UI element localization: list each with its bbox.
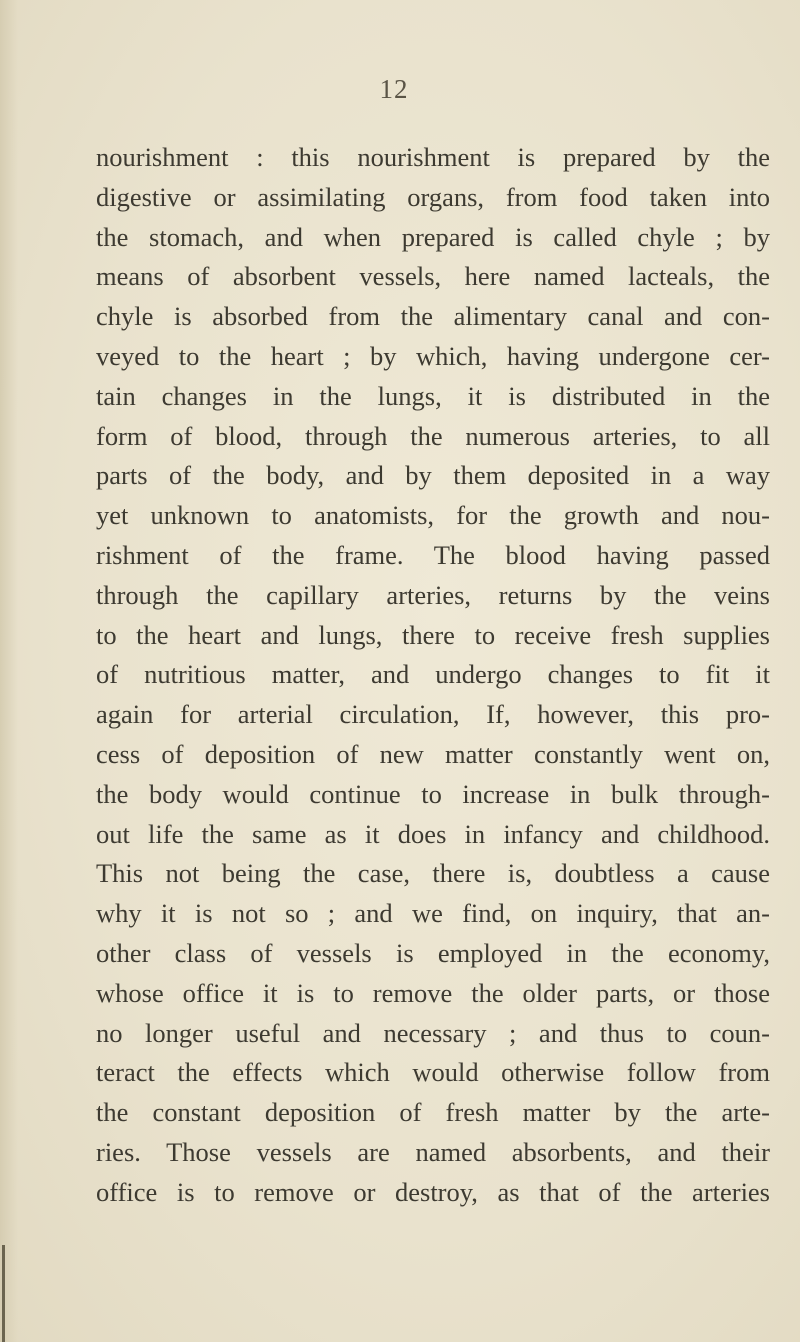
text-line: of nutritious matter, and undergo changes to fit it (96, 659, 770, 690)
text-line: rishment of the frame. The blood having passed (96, 539, 770, 570)
page-number: 12 (379, 74, 409, 104)
text-line: to the heart and lungs, there to receive fresh supplies (96, 619, 770, 650)
text-line: whose office it is to remove the older parts, or those (96, 977, 770, 1008)
text-line: why it is not so ; and we find, on inquiry, that an- (96, 898, 770, 929)
text-line: again for arterial circulation, If, however, this pro- (96, 699, 770, 730)
text-line: no longer useful and necessary ; and thus to coun- (96, 1017, 770, 1048)
text-line: through the capillary arteries, returns by the veins (96, 579, 770, 610)
text-line: ries. Those vessels are named absorbents, and their (96, 1136, 770, 1167)
text-line: parts of the body, and by them deposited in a way (96, 460, 770, 491)
text-line: other class of vessels is employed in the economy, (96, 937, 770, 968)
text-line: chyle is absorbed from the alimentary canal and con- (96, 301, 770, 332)
text-line: the stomach, and when prepared is called chyle ; by (96, 221, 770, 252)
text-line: means of absorbent vessels, here named lacteals, the (96, 261, 770, 292)
text-line: form of blood, through the numerous arteries, to all (96, 420, 770, 451)
text-line: nourishment : this nourishment is prepared by the (96, 142, 770, 172)
text-line: digestive or assimilating organs, from food taken into (96, 181, 770, 212)
text-line: tain changes in the lungs, it is distributed in the (96, 380, 770, 411)
text-line: cess of deposition of new matter constantly went on, (96, 738, 770, 769)
text-line: out life the same as it does in infancy and childhood. (96, 818, 770, 849)
text-line: the constant deposition of fresh matter by the arte- (96, 1097, 770, 1128)
text-line: veyed to the heart ; by which, having undergone cer- (96, 340, 770, 371)
body-text (96, 138, 770, 1213)
text-line: office is to remove or destroy, as that of the arteries (96, 1176, 770, 1207)
page-gutter-shadow (0, 0, 18, 1342)
text-line: yet unknown to anatomists, for the growth and nou- (96, 500, 770, 531)
page-edge-mark (2, 1245, 5, 1342)
text-line: teract the effects which would otherwise follow from (96, 1057, 770, 1088)
text-line: This not being the case, there is, doubtless a cause (96, 858, 770, 889)
text-line: the body would continue to increase in bulk through- (96, 778, 770, 809)
